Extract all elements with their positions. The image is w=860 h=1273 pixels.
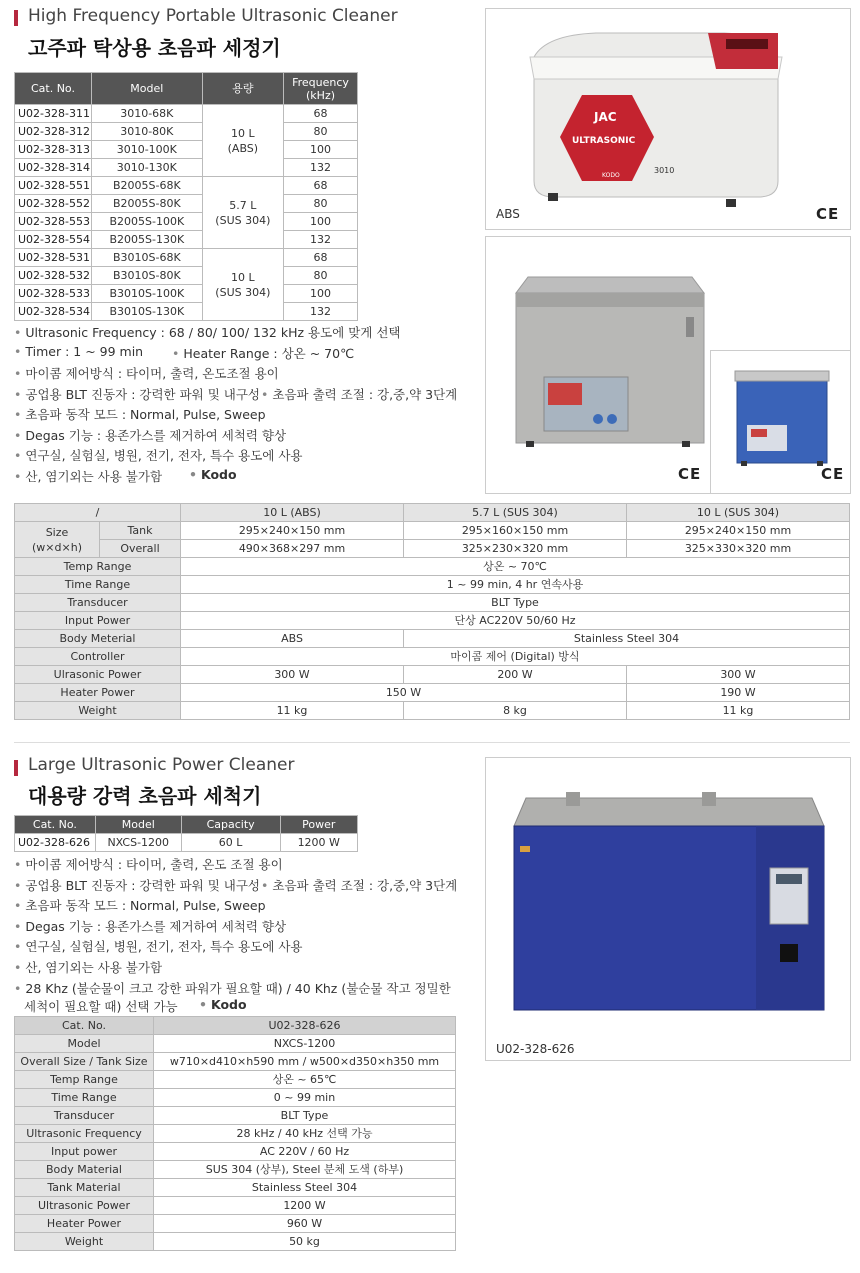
cell: U02-328-534 (15, 303, 92, 321)
bullet: • 마이콤 제어방식 : 타이머, 출력, 온도 조절 용이 (14, 857, 283, 872)
cell: U02-328-311 (15, 105, 92, 123)
bullet: • 초음파 동작 모드 : Normal, Pulse, Sweep (14, 898, 266, 913)
bullet: • Heater Range : 상온 ~ 70℃ (172, 346, 355, 361)
cell: 100 (284, 213, 358, 231)
bullet: • 연구실, 실험실, 병원, 전기, 전자, 특수 용도에 사용 (14, 448, 303, 463)
spec-value: 1 ~ 99 min, 4 hr 연속사용 (181, 576, 850, 594)
table-row (15, 231, 358, 249)
cell: 1200 W (280, 834, 358, 852)
spec-value: U02-328-626 (154, 1017, 456, 1035)
large-cleaner-image (486, 758, 850, 1060)
brand-kodo: • Kodo (199, 997, 247, 1012)
spec-label: Body Material (15, 1161, 154, 1179)
spec-value: 300 W (181, 666, 404, 684)
spec-value: NXCS-1200 (154, 1035, 456, 1053)
bullet: • Timer : 1 ~ 99 min (14, 344, 144, 359)
spec-value: Stainless Steel 304 (404, 630, 850, 648)
cell: 132 (284, 159, 358, 177)
cell: 3010-68K (91, 105, 202, 123)
cell: B2005S-68K (91, 177, 202, 195)
table-row (15, 267, 358, 285)
section-marker (14, 10, 18, 26)
cell: 60 L (181, 834, 280, 852)
spec-value: 1200 W (154, 1197, 456, 1215)
spec-value: 0 ~ 99 min (154, 1089, 456, 1107)
capacity-cell: 5.7 L (SUS 304) (202, 177, 283, 249)
bullet: • 28 Khz (불순물이 크고 강한 파워가 필요할 때) / 40 Khz (불순물 작고 정밀한 (14, 981, 451, 996)
bullet: • Ultrasonic Frequency : 68 / 80/ 100/ 132 kHz 용도에 맞게 선택 (14, 325, 401, 340)
spec-label: Heater Power (15, 684, 181, 702)
col-cat: Cat. No. (15, 73, 92, 105)
table-row (15, 285, 358, 303)
cell: 100 (284, 141, 358, 159)
svg-text:3010: 3010 (654, 166, 675, 175)
spec-label: Temp Range (15, 558, 181, 576)
spec-label: Controller (15, 648, 181, 666)
spec-table-1 (14, 503, 850, 720)
bullet: • 초음파 출력 조절 : 강,중,약 3단계 (261, 387, 458, 402)
cell: U02-328-314 (15, 159, 92, 177)
table-row (15, 1161, 456, 1179)
spec-value: 200 W (404, 666, 627, 684)
spec-col: 10 L (SUS 304) (627, 504, 850, 522)
corner-cell: / (15, 504, 181, 522)
abs-cleaner-image (486, 9, 850, 229)
table-row (15, 1143, 456, 1161)
cell: 68 (284, 177, 358, 195)
table-row (15, 213, 358, 231)
spec-label: Tank Material (15, 1179, 154, 1197)
capacity-cell: 10 L (ABS) (202, 105, 283, 177)
cell: 80 (284, 123, 358, 141)
spec-value: BLT Type (181, 594, 850, 612)
col-capacity: Capacity (181, 816, 280, 834)
spec-label: Ulrasonic Power (15, 666, 181, 684)
spec-value: SUS 304 (상부), Steel 분체 도색 (하부) (154, 1161, 456, 1179)
spec-value: 295×240×150 mm (627, 522, 850, 540)
spec-table-2 (14, 1016, 456, 1251)
spec-label: Cat. No. (15, 1017, 154, 1035)
table-row (15, 1125, 456, 1143)
spec-value: Stainless Steel 304 (154, 1179, 456, 1197)
table-row (15, 1215, 456, 1233)
spec-label: Input Power (15, 612, 181, 630)
table-row (15, 1017, 456, 1035)
cell: 3010-100K (91, 141, 202, 159)
table-row (15, 1089, 456, 1107)
col-frequency-label: Frequency (292, 75, 349, 89)
spec-value: 11 kg (181, 702, 404, 720)
cell: 68 (284, 249, 358, 267)
spec-value: 8 kg (404, 702, 627, 720)
section1-title-en: High Frequency Portable Ultrasonic Cleaner (28, 6, 398, 26)
model-table-2 (14, 815, 358, 852)
table-row (15, 1071, 456, 1089)
col-model: Model (95, 816, 181, 834)
table-row (15, 1035, 456, 1053)
cell: 80 (284, 195, 358, 213)
cell: U02-328-626 (15, 834, 96, 852)
svg-text:JAC: JAC (594, 110, 617, 124)
cell: B3010S-100K (91, 285, 202, 303)
svg-text:ULTRASONIC: ULTRASONIC (572, 136, 636, 146)
section2-title-en: Large Ultrasonic Power Cleaner (28, 755, 295, 775)
cell: B3010S-68K (91, 249, 202, 267)
table-row (15, 159, 358, 177)
cell: B2005S-80K (91, 195, 202, 213)
table-row (15, 177, 358, 195)
table-row (15, 105, 358, 123)
bullet-cont: 세척이 필요할 때) 선택 가능 (24, 999, 178, 1014)
table-row (15, 141, 358, 159)
col-frequency-unit: (kHz) (306, 88, 336, 102)
tank-label: Tank (100, 522, 181, 540)
spec-value: 190 W (627, 684, 850, 702)
cell: B3010S-80K (91, 267, 202, 285)
bullet: • 산, 염기외는 사용 불가함 (14, 960, 163, 975)
cell: 3010-130K (91, 159, 202, 177)
spec-label: Input power (15, 1143, 154, 1161)
cell: U02-328-533 (15, 285, 92, 303)
spec-value: w710×d410×h590 mm / w500×d350×h350 mm (154, 1053, 456, 1071)
spec-label: Weight (15, 1233, 154, 1251)
spec-value: BLT Type (154, 1107, 456, 1125)
table-row (15, 249, 358, 267)
table-row (15, 303, 358, 321)
spec-label: Time Range (15, 576, 181, 594)
spec-label: Ultrasonic Frequency (15, 1125, 154, 1143)
table-row (15, 1179, 456, 1197)
bullet: • 연구실, 실험실, 병원, 전기, 전자, 특수 용도에 사용 (14, 939, 303, 954)
spec-label: Model (15, 1035, 154, 1053)
cell: 80 (284, 267, 358, 285)
bullet: • Degas 기능 : 용존가스를 제거하여 세척력 향상 (14, 919, 287, 934)
table-row (15, 195, 358, 213)
size-label: Size (w×d×h) (15, 522, 100, 558)
col-frequency (284, 73, 358, 105)
divider (14, 742, 850, 743)
capacity-cell: 10 L (SUS 304) (202, 249, 283, 321)
table-row (15, 1107, 456, 1125)
cell: B2005S-100K (91, 213, 202, 231)
cell: U02-328-532 (15, 267, 92, 285)
spec-value: 28 kHz / 40 kHz 선택 가능 (154, 1125, 456, 1143)
bullet: • 산, 염기외는 사용 불가함 (14, 469, 163, 484)
spec-label: Transducer (15, 1107, 154, 1125)
table-row (15, 1233, 456, 1251)
cell: U02-328-312 (15, 123, 92, 141)
spec-value: 상온 ~ 65℃ (154, 1071, 456, 1089)
col-capacity: 용량 (202, 73, 283, 105)
model-table-1 (14, 72, 358, 321)
bullet: • 마이콤 제어방식 : 타이머, 출력, 온도조절 용이 (14, 366, 279, 381)
spec-value: 325×230×320 mm (404, 540, 627, 558)
cell: 132 (284, 303, 358, 321)
spec-label: Heater Power (15, 1215, 154, 1233)
spec-value: 295×240×150 mm (181, 522, 404, 540)
spec-label: Transducer (15, 594, 181, 612)
bullet: • 공업용 BLT 진동자 : 강력한 파워 및 내구성 (14, 878, 260, 893)
spec-label: Body Meterial (15, 630, 181, 648)
spec-value: 960 W (154, 1215, 456, 1233)
bullet: • 초음파 동작 모드 : Normal, Pulse, Sweep (14, 407, 266, 422)
table-row (15, 123, 358, 141)
cell: U02-328-313 (15, 141, 92, 159)
bullet: • 공업용 BLT 진동자 : 강력한 파워 및 내구성 (14, 387, 260, 402)
bullet: • Degas 기능 : 용존가스를 제거하여 세척력 향상 (14, 428, 287, 443)
ce-mark: CE (678, 465, 702, 483)
cell: B2005S-130K (91, 231, 202, 249)
spec-label: Temp Range (15, 1071, 154, 1089)
cell: U02-328-554 (15, 231, 92, 249)
product-photo-blue-small (710, 350, 851, 494)
photo-caption: U02-328-626 (496, 1042, 575, 1056)
svg-text:KODO: KODO (602, 172, 620, 179)
col-cat: Cat. No. (15, 816, 96, 834)
section-marker (14, 760, 18, 776)
spec-value: 150 W (181, 684, 627, 702)
bullet: • 초음파 출력 조절 : 강,중,약 3단계 (261, 878, 458, 893)
cell: U02-328-553 (15, 213, 92, 231)
spec-col: 5.7 L (SUS 304) (404, 504, 627, 522)
cell: 68 (284, 105, 358, 123)
col-model: Model (91, 73, 202, 105)
table-row (15, 1197, 456, 1215)
product-photo-large (485, 757, 851, 1061)
col-power: Power (280, 816, 358, 834)
cell: U02-328-531 (15, 249, 92, 267)
spec-value: 325×330×320 mm (627, 540, 850, 558)
spec-value: 300 W (627, 666, 850, 684)
brand-kodo: • Kodo (189, 467, 237, 482)
spec-value: 단상 AC220V 50/60 Hz (181, 612, 850, 630)
table-row (15, 1053, 456, 1071)
spec-value: 11 kg (627, 702, 850, 720)
section1-title-ko: 고주파 탁상용 초음파 세정기 (28, 36, 281, 60)
cell: U02-328-551 (15, 177, 92, 195)
overall-label: Overall (100, 540, 181, 558)
ce-mark: CE (821, 465, 845, 483)
spec-value: 50 kg (154, 1233, 456, 1251)
cell: NXCS-1200 (95, 834, 181, 852)
spec-col: 10 L (ABS) (181, 504, 404, 522)
spec-label: Overall Size / Tank Size (15, 1053, 154, 1071)
section2-title-ko: 대용량 강력 초음파 세척기 (28, 784, 262, 808)
cell: B3010S-130K (91, 303, 202, 321)
product-photo-abs (485, 8, 851, 230)
cell: 3010-80K (91, 123, 202, 141)
spec-value: 상온 ~ 70℃ (181, 558, 850, 576)
spec-value: ABS (181, 630, 404, 648)
spec-label: Ultrasonic Power (15, 1197, 154, 1215)
spec-value: 마이콤 제어 (Digital) 방식 (181, 648, 850, 666)
spec-label: Time Range (15, 1089, 154, 1107)
photo-caption: ABS (496, 207, 520, 221)
ce-mark: CE (816, 205, 840, 223)
spec-value: AC 220V / 60 Hz (154, 1143, 456, 1161)
spec-label: Weight (15, 702, 181, 720)
cell: 100 (284, 285, 358, 303)
cell: 132 (284, 231, 358, 249)
spec-value: 490×368×297 mm (181, 540, 404, 558)
spec-value: 295×160×150 mm (404, 522, 627, 540)
cell: U02-328-552 (15, 195, 92, 213)
